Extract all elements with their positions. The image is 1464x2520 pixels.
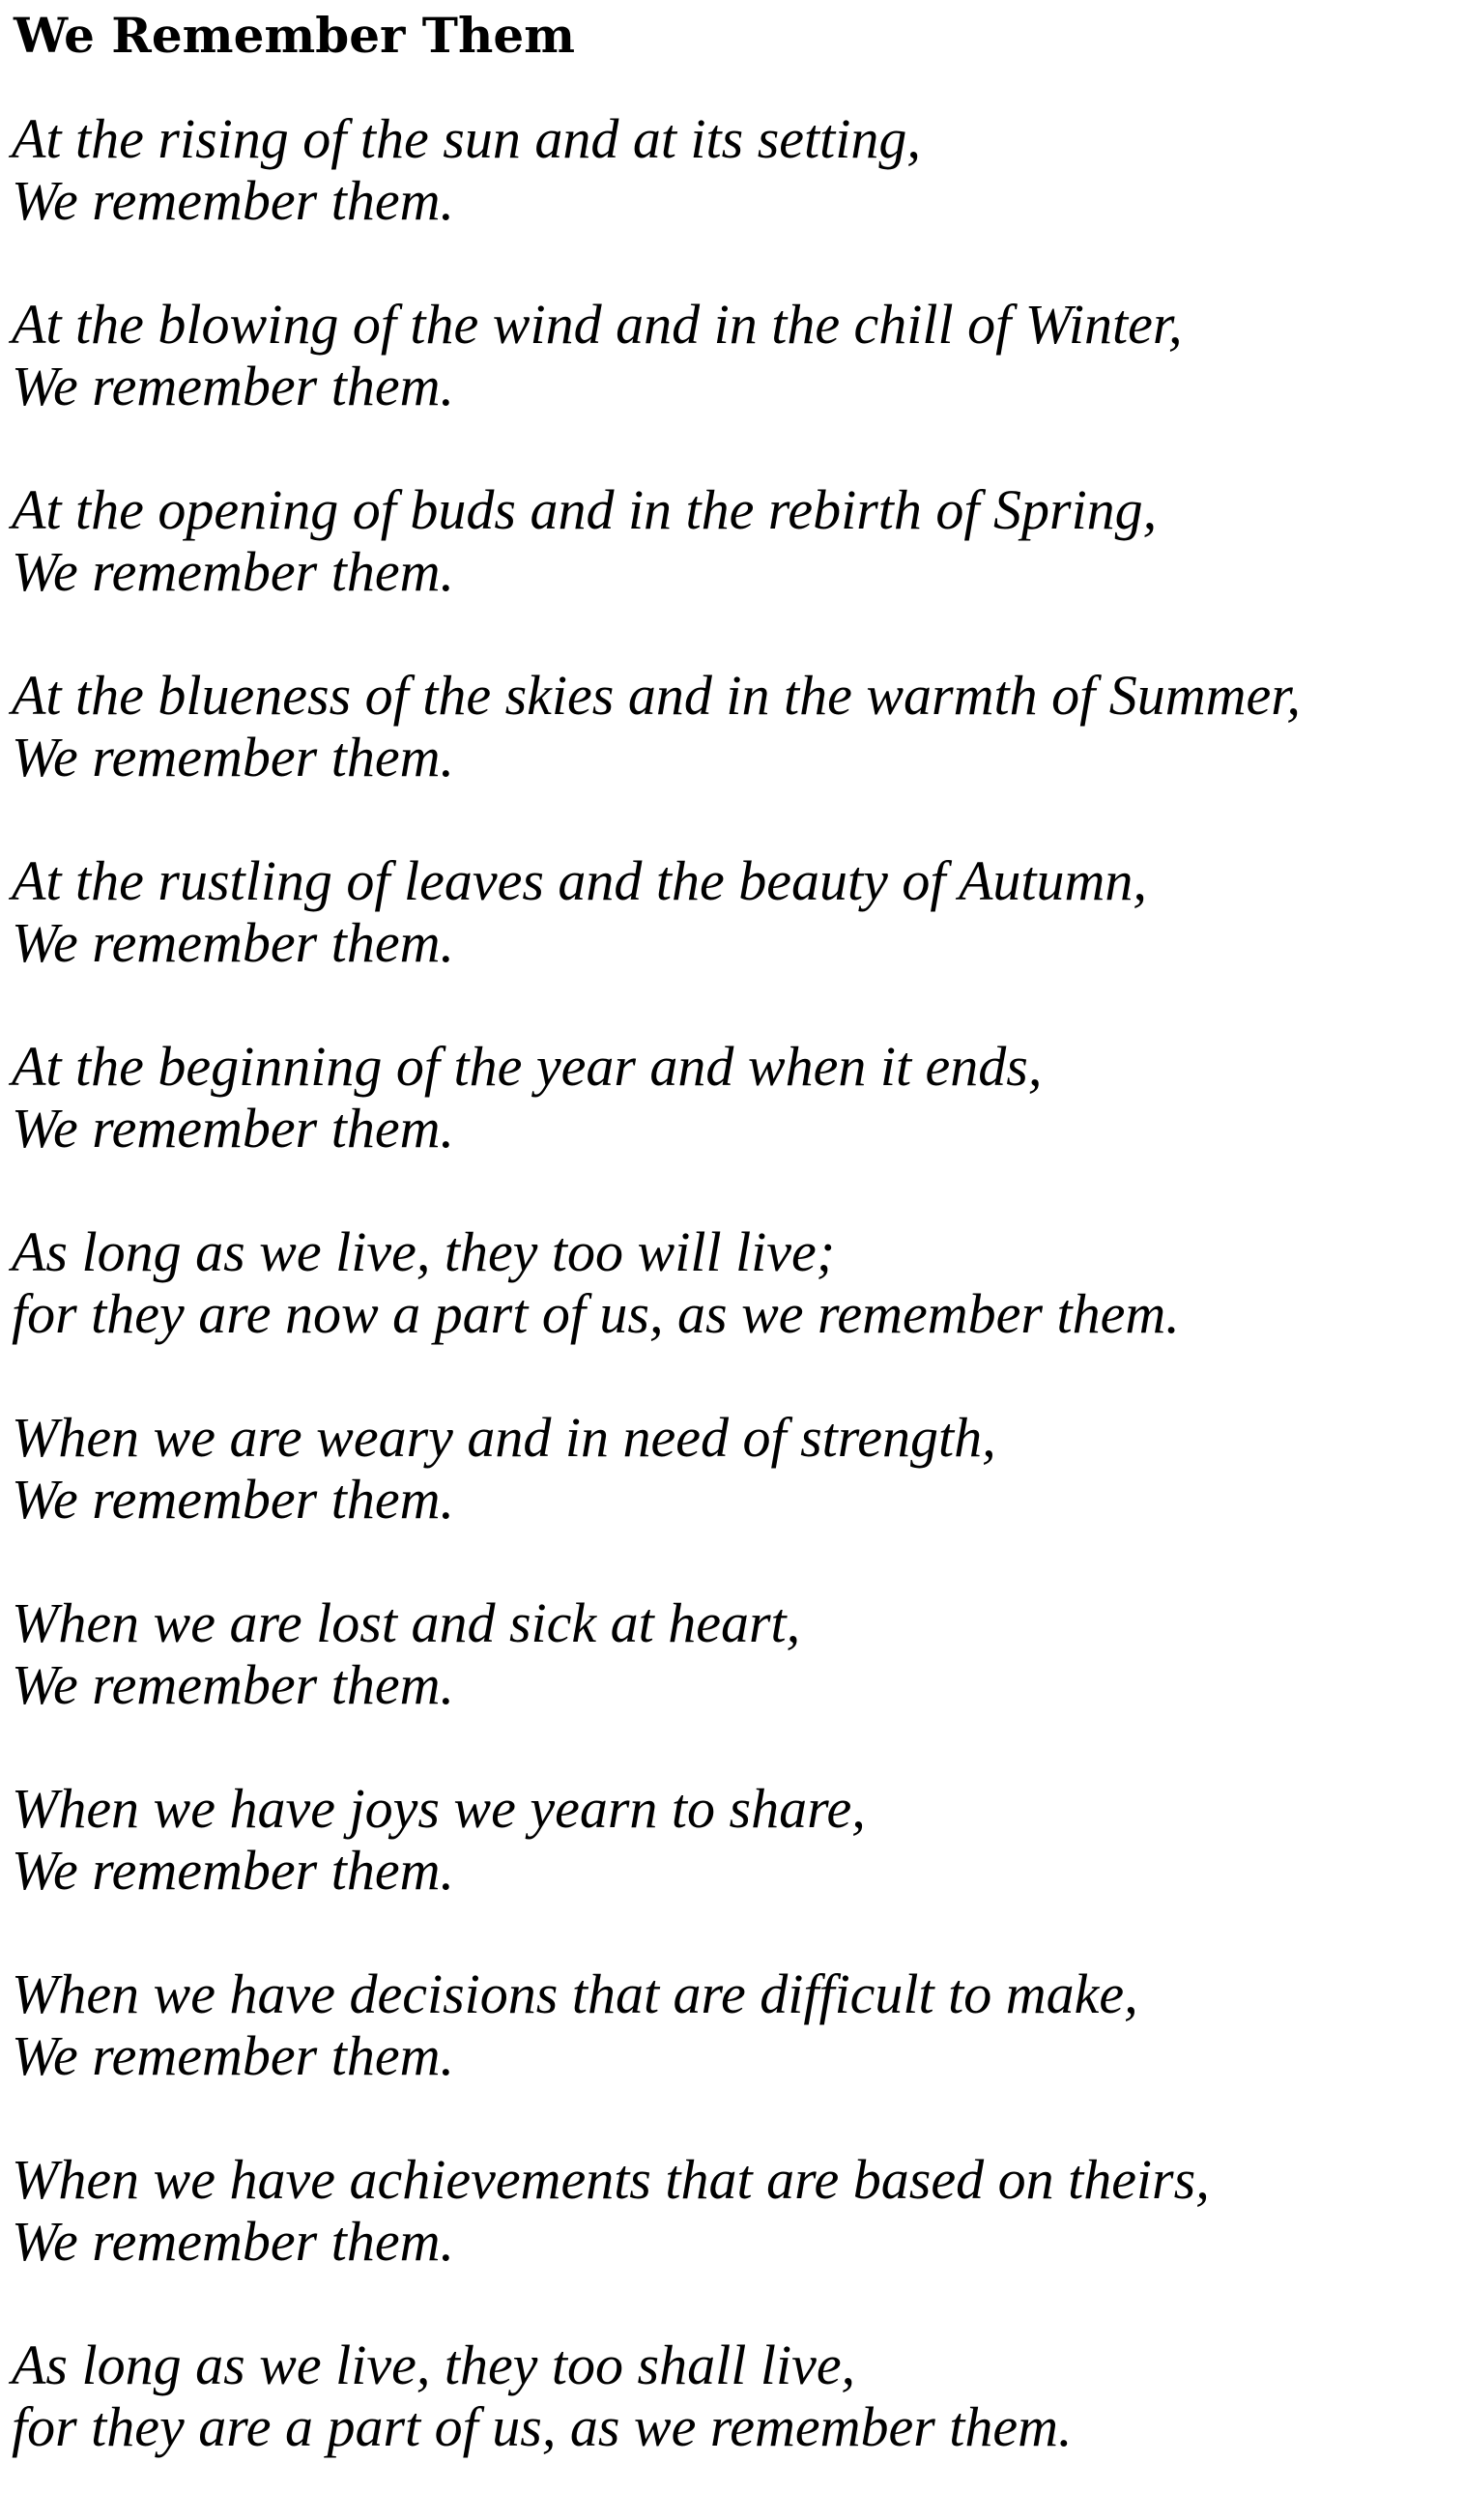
stanza-line: As long as we live, they too will live; (12, 1220, 836, 1283)
stanza (12, 1407, 1456, 1531)
stanza-line: When we are lost and sick at heart, (12, 1591, 801, 1654)
stanza (12, 665, 1456, 788)
stanza (12, 2334, 1456, 2458)
stanza-line: When we have decisions that are difficult to make, (12, 1962, 1138, 2025)
stanza-line: We remember them. (12, 2210, 454, 2273)
stanza-line: We remember them. (12, 1839, 454, 1902)
stanza-line: We remember them. (12, 911, 454, 974)
stanza-line: When we are weary and in need of strength, (12, 1406, 996, 1469)
poem-body (12, 108, 1456, 2520)
stanza-line: We remember them. (12, 355, 454, 417)
stanza-line: We remember them. (12, 726, 454, 788)
stanza (12, 1778, 1456, 1902)
stanza-line: We remember them. (12, 540, 454, 603)
stanza-line: At the rustling of leaves and the beauty of Autumn, (12, 849, 1147, 912)
stanza (12, 1221, 1456, 1345)
stanza-line: for they are a part of us, as we remember them. (12, 2395, 1073, 2458)
stanza-line: At the beginning of the year and when it ends, (12, 1035, 1043, 1098)
stanza (12, 1592, 1456, 1716)
stanza-line: As long as we live, they too shall live, (12, 2334, 856, 2396)
stanza (12, 2149, 1456, 2273)
stanza-line: At the blueness of the skies and in the warmth of Summer, (12, 664, 1301, 727)
stanza (12, 479, 1456, 603)
stanza-line: At the opening of buds and in the rebirth of Spring, (12, 478, 1158, 541)
stanza-line: We remember them. (12, 1468, 454, 1531)
stanza (12, 850, 1456, 974)
stanza-line: At the rising of the sun and at its setting, (12, 107, 921, 170)
stanza-line: We remember them. (12, 169, 454, 232)
stanza-line: When we have achievements that are based on theirs, (12, 2148, 1210, 2211)
stanza (12, 1036, 1456, 1160)
stanza-line: We remember them. (12, 2024, 454, 2087)
stanza (12, 1963, 1456, 2087)
stanza-line: At the blowing of the wind and in the chill of Winter, (12, 293, 1183, 356)
stanza (12, 108, 1456, 232)
poem-title: We Remember Them (14, 7, 576, 64)
stanza-line: When we have joys we yearn to share, (12, 1777, 866, 1840)
stanza-line: We remember them. (12, 1097, 454, 1160)
stanza-line: We remember them. (12, 1653, 454, 1716)
stanza-line: for they are now a part of us, as we remember them. (12, 1282, 1180, 1345)
stanza (12, 294, 1456, 417)
